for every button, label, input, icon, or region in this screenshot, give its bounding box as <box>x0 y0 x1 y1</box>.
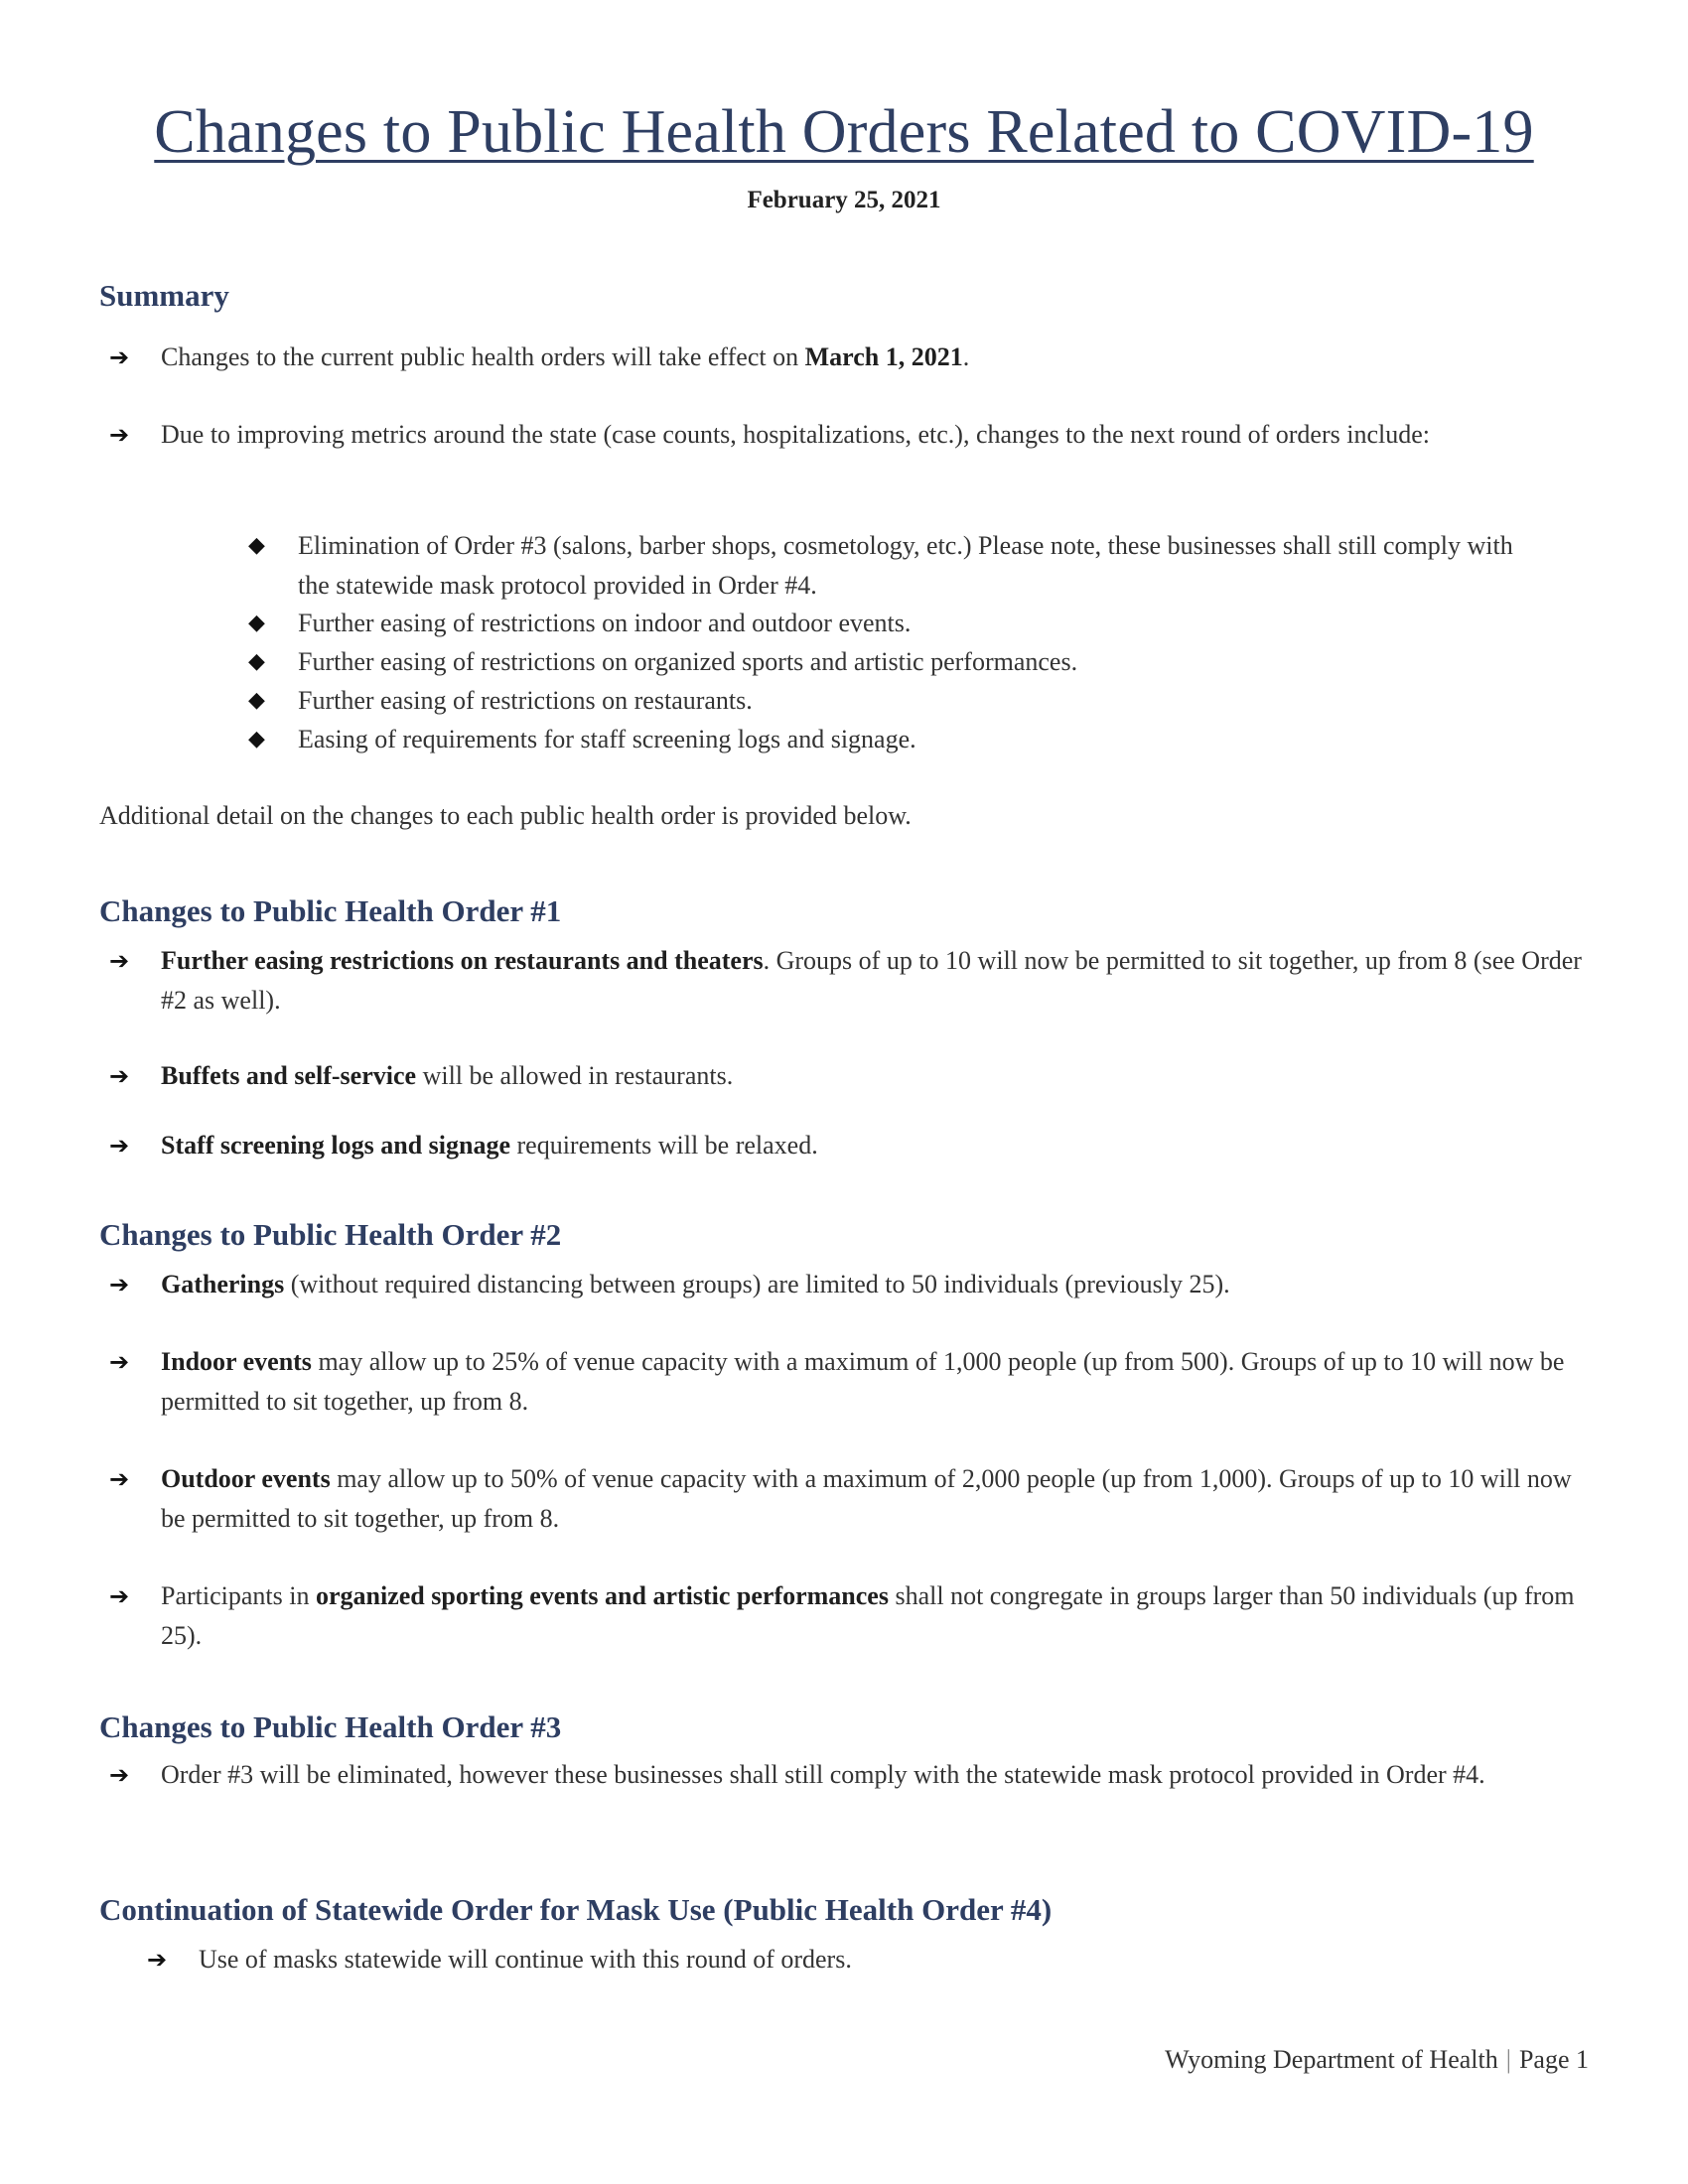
diamond-bullet-icon: ◆ <box>248 727 265 751</box>
order1-bullet-2: ➔ Buffets and self-service will be allowed in restaurants. <box>109 1056 1599 1096</box>
arrow-bullet-icon: ➔ <box>109 1582 130 1610</box>
page-title: Changes to Public Health Orders Related to COVID-19 <box>154 98 1534 166</box>
arrow-bullet-icon: ➔ <box>109 1761 130 1789</box>
summary-subitem-4: ◆ Further easing of restrictions on restaurants. <box>248 681 1539 721</box>
arrow-bullet-icon: ➔ <box>109 1465 130 1493</box>
arrow-bullet-icon: ➔ <box>109 343 130 371</box>
summary-bullet-1: ➔ Changes to the current public health orders will take effect on March 1, 2021. <box>109 338 1599 377</box>
arrow-bullet-icon: ➔ <box>109 1348 130 1376</box>
diamond-bullet-icon: ◆ <box>248 611 265 635</box>
order1-bullet-1: ➔ Further easing restrictions on restaurants and theaters. Groups of up to 10 will now be permitted to sit together, up from 8 (see Order #2 as well). <box>109 941 1599 1021</box>
page-footer <box>1165 2045 1589 2075</box>
diamond-bullet-icon: ◆ <box>248 533 265 558</box>
footer-page-number: Page 1 <box>1518 2045 1589 2074</box>
order3-heading: Changes to Public Health Order #3 <box>99 1709 562 1744</box>
diamond-bullet-icon: ◆ <box>248 649 265 674</box>
arrow-bullet-icon: ➔ <box>147 1946 168 1974</box>
diamond-bullet-icon: ◆ <box>248 688 265 713</box>
arrow-bullet-icon: ➔ <box>109 947 130 975</box>
order2-bullet-2: ➔ Indoor events may allow up to 25% of venue capacity with a maximum of 1,000 people (up from 500). Groups of up to 10 will now be permitted to sit together, up from 8. <box>109 1342 1599 1422</box>
arrow-bullet-icon: ➔ <box>109 1132 130 1160</box>
arrow-bullet-icon: ➔ <box>109 1062 130 1090</box>
order1-bullet-3: ➔ Staff screening logs and signage requirements will be relaxed. <box>109 1126 1599 1165</box>
footer-separator: | <box>1505 2045 1511 2074</box>
order2-bullet-1: ➔ Gatherings (without required distancing between groups) are limited to 50 individuals (previously 25). <box>109 1265 1599 1304</box>
document-date: February 25, 2021 <box>747 187 941 213</box>
summary-subitem-3: ◆ Further easing of restrictions on organized sports and artistic performances. <box>248 642 1539 682</box>
order4-heading: Continuation of Statewide Order for Mask Use (Public Health Order #4) <box>99 1892 1053 1927</box>
summary-closing-text: Additional detail on the changes to each public health order is provided below. <box>99 801 912 830</box>
order2-heading: Changes to Public Health Order #2 <box>99 1217 562 1252</box>
order2-bullet-4: ➔ Participants in organized sporting events and artistic performances shall not congregate in groups larger than 50 individuals (up from 25). <box>109 1576 1599 1656</box>
arrow-bullet-icon: ➔ <box>109 421 130 449</box>
summary-subitem-5: ◆ Easing of requirements for staff screening logs and signage. <box>248 720 1539 759</box>
arrow-bullet-icon: ➔ <box>109 1271 130 1298</box>
footer-organization: Wyoming Department of Health <box>1165 2045 1498 2074</box>
summary-bullet-2: ➔ Due to improving metrics around the state (case counts, hospitalizations, etc.), changes to the next round of orders include: <box>109 415 1599 455</box>
summary-heading: Summary <box>99 278 229 313</box>
summary-subitem-2: ◆ Further easing of restrictions on indoor and outdoor events. <box>248 604 1539 643</box>
summary-subitem-1: ◆ Elimination of Order #3 (salons, barber shops, cosmetology, etc.) Please note, these businesses shall still comply with the statewide mask protocol provided in Order #4. <box>248 526 1539 606</box>
order3-bullet-1: ➔ Order #3 will be eliminated, however these businesses shall still comply with the statewide mask protocol provided in Order #4. <box>109 1755 1599 1795</box>
order4-bullet-1: ➔ Use of masks statewide will continue with this round of orders. <box>147 1940 1636 1979</box>
order2-bullet-3: ➔ Outdoor events may allow up to 50% of venue capacity with a maximum of 2,000 people (up from 1,000). Groups of up to 10 will now be permitted to sit together, up from 8. <box>109 1459 1599 1539</box>
order1-heading: Changes to Public Health Order #1 <box>99 893 562 928</box>
